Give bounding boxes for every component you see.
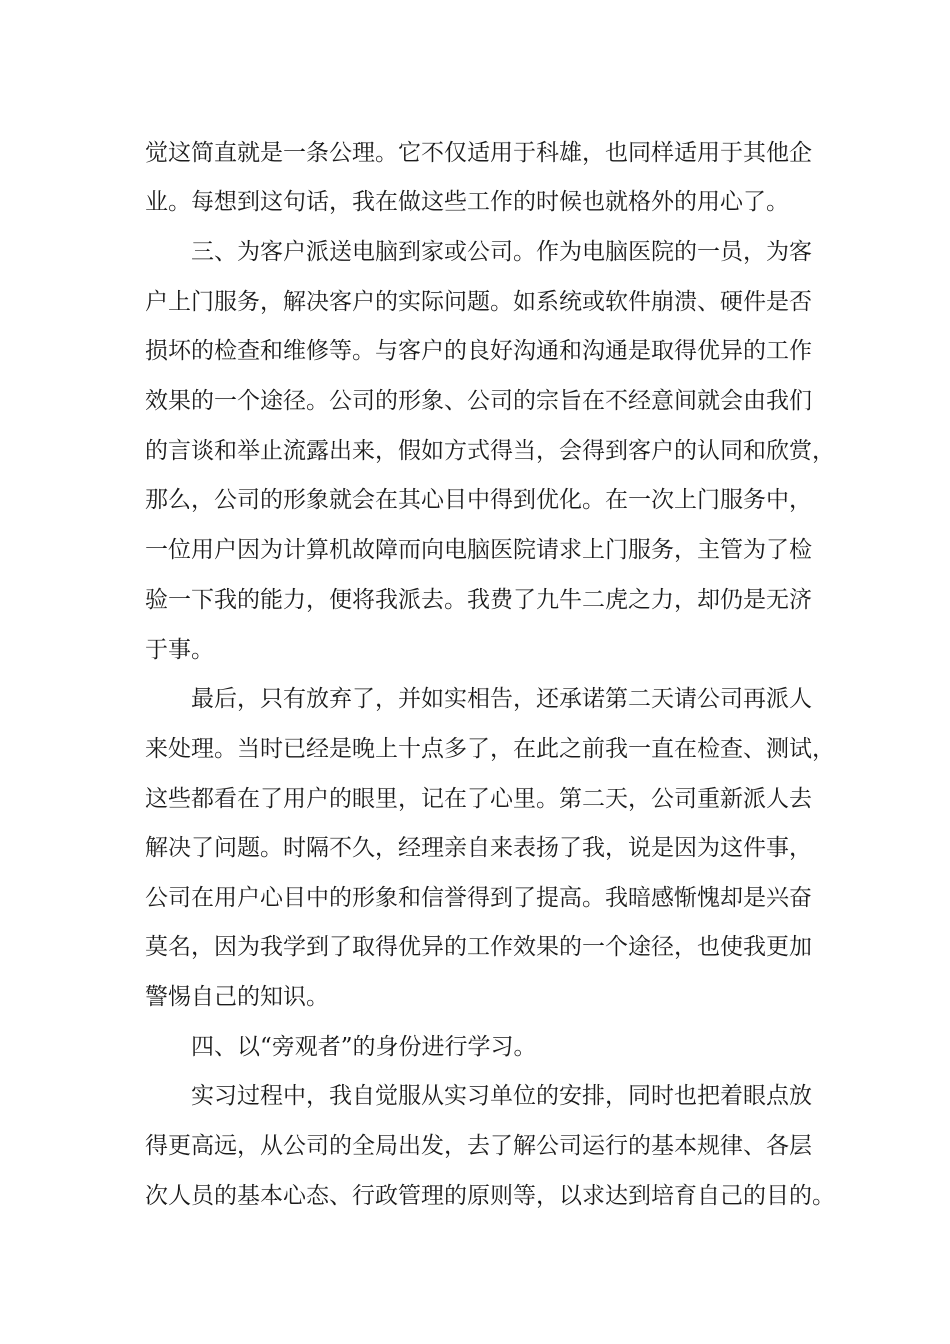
text-line: 业。每想到这句话，我在做这些工作的时候也就格外的用心了。	[145, 189, 789, 215]
text-line: 莫名，因为我学到了取得优异的工作效果的一个途径，也使我更加	[145, 934, 812, 960]
text-line: 次人员的基本心态、行政管理的原则等，以求达到培育自己的目的。	[145, 1183, 835, 1209]
text-line: 警惕自己的知识。	[145, 984, 329, 1010]
text-line: 于事。	[145, 637, 214, 663]
paragraph-start-line: 最后，只有放弃了，并如实相告，还承诺第二天请公司再派人	[191, 686, 812, 712]
text-line: 那么，公司的形象就会在其心目中得到优化。在一次上门服务中，	[145, 487, 812, 513]
text-line: 验一下我的能力，便将我派去。我费了九牛二虎之力，却仍是无济	[145, 587, 812, 613]
text-line: 觉这简直就是一条公理。它不仅适用于科雄，也同样适用于其他企	[145, 140, 812, 166]
paragraph-start-line: 实习过程中，我自觉服从实习单位的安排，同时也把着眼点放	[191, 1083, 812, 1109]
text-line: 这些都看在了用户的眼里，记在了心里。第二天，公司重新派人去	[145, 786, 812, 812]
text-line: 的言谈和举止流露出来，假如方式得当，会得到客户的认同和欣赏，	[145, 438, 835, 464]
section-heading-line: 四、以“旁观者”的身份进行学习。	[191, 1034, 537, 1060]
text-line: 得更高远，从公司的全局出发，去了解公司运行的基本规律、各层	[145, 1133, 812, 1159]
text-line: 效果的一个途径。公司的形象、公司的宗旨在不经意间就会由我们	[145, 388, 812, 414]
text-line: 一位用户因为计算机故障而向电脑医院请求上门服务，主管为了检	[145, 537, 812, 563]
text-line: 公司在用户心目中的形象和信誉得到了提高。我暗感惭愧却是兴奋	[145, 885, 812, 911]
text-line: 解决了问题。时隔不久，经理亲自来表扬了我，说是因为这件事，	[145, 835, 812, 861]
text-line: 损坏的检查和维修等。与客户的良好沟通和沟通是取得优异的工作	[145, 338, 812, 364]
paragraph-start-line: 三、为客户派送电脑到家或公司。作为电脑医院的一员，为客	[191, 239, 812, 265]
text-line: 户上门服务，解决客户的实际问题。如系统或软件崩溃、硬件是否	[145, 289, 812, 315]
text-line: 来处理。当时已经是晚上十点多了，在此之前我一直在检查、测试，	[145, 736, 835, 762]
